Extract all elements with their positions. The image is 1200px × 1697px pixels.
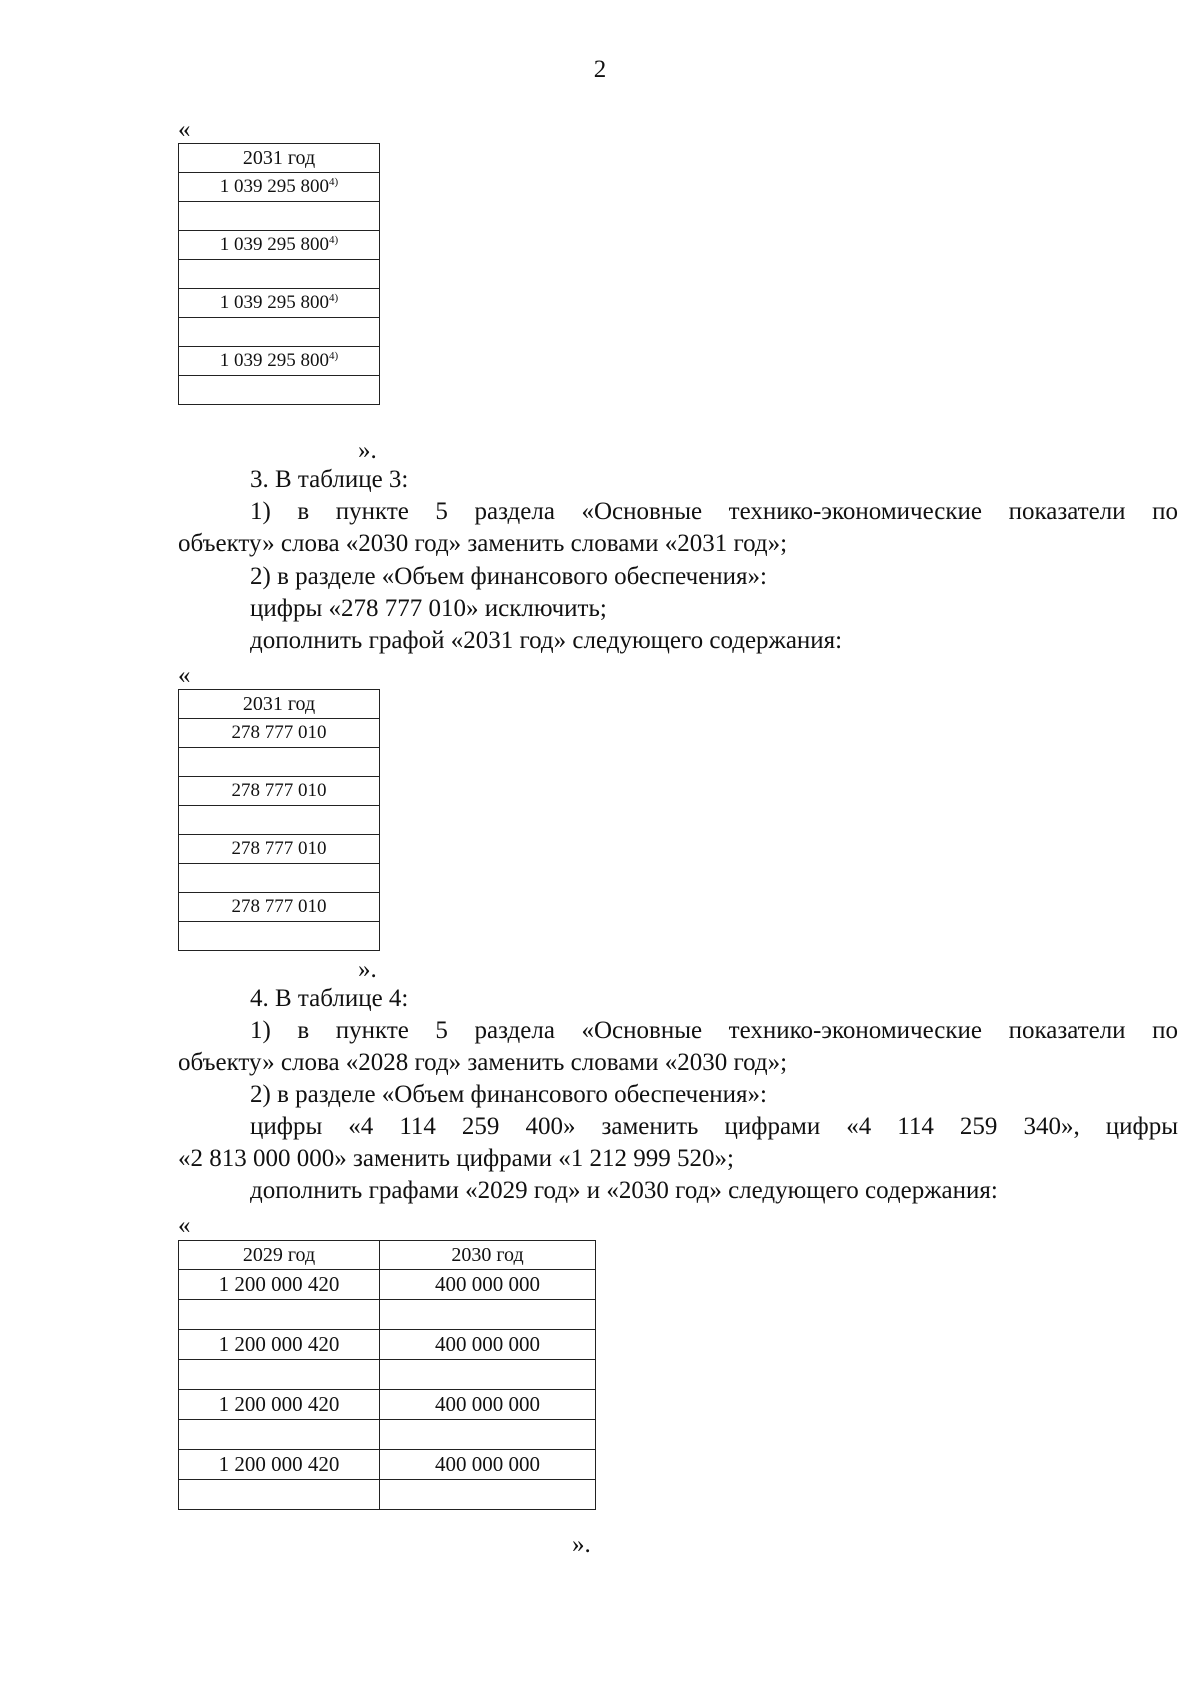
close-quote-a: ».	[358, 437, 377, 464]
section3-digits: цифры «278 777 010» исключить;	[250, 595, 607, 622]
table-cell	[179, 1480, 380, 1510]
table-cell: 1 200 000 420	[179, 1450, 380, 1480]
table-cell: 400 000 000	[380, 1330, 596, 1360]
table-cell	[179, 1300, 380, 1330]
close-quote-c: ».	[572, 1531, 591, 1558]
table-2031-a	[178, 143, 380, 405]
table-header: 2031 год	[179, 144, 380, 173]
table-cell	[179, 376, 380, 405]
table-2029-2030	[178, 1240, 596, 1510]
section4-add: дополнить графами «2029 год» и «2030 год» следующего содержания:	[250, 1177, 998, 1204]
section3-item1-line2: объекту» слова «2030 год» заменить словами «2031 год»;	[178, 530, 788, 557]
table-cell	[380, 1300, 596, 1330]
table-cell: 1 039 295 800$^{4)}$	[179, 347, 380, 376]
table-cell: 1 200 000 420	[179, 1330, 380, 1360]
section3-item1-line1: 1) в пункте 5 раздела «Основные технико-экономические показатели по	[250, 498, 1178, 525]
open-quote-c: «	[178, 1212, 191, 1239]
table-2031-b	[178, 689, 380, 951]
table-cell	[179, 748, 380, 777]
table-cell	[380, 1420, 596, 1450]
open-quote-a: «	[178, 116, 191, 143]
table-cell	[179, 922, 380, 951]
open-quote-b: «	[178, 662, 191, 689]
table-cell: 278 777 010	[179, 777, 380, 806]
table-cell: 278 777 010	[179, 835, 380, 864]
table-cell	[179, 202, 380, 231]
section4-item1-line2: объекту» слова «2028 год» заменить словами «2030 год»;	[178, 1049, 788, 1076]
page-number: 2	[593, 56, 607, 83]
close-quote-b: ».	[358, 956, 377, 983]
section4-digits-line2: «2 813 000 000» заменить цифрами «1 212 999 520»;	[178, 1145, 734, 1172]
section4-digits-line1: цифры «4 114 259 400» заменить цифрами «4 114 259 340», цифры	[250, 1113, 1178, 1140]
table-cell	[179, 806, 380, 835]
table-cell	[179, 1420, 380, 1450]
table-cell	[179, 1360, 380, 1390]
table-cell	[179, 318, 380, 347]
table-header: 2031 год	[179, 690, 380, 719]
section4-item2: 2) в разделе «Объем финансового обеспечения»:	[250, 1081, 768, 1108]
table-cell: 278 777 010	[179, 719, 380, 748]
table-cell	[380, 1360, 596, 1390]
section3-add: дополнить графой «2031 год» следующего содержания:	[250, 627, 843, 654]
table-cell: 1 200 000 420	[179, 1390, 380, 1420]
table-cell: 278 777 010	[179, 893, 380, 922]
section3-item2: 2) в разделе «Объем финансового обеспечения»:	[250, 563, 768, 590]
section3-heading: 3. В таблице 3:	[250, 466, 409, 493]
table-cell	[380, 1480, 596, 1510]
table-cell: 1 039 295 800$^{4)}$	[179, 289, 380, 318]
table-header: 2030 год	[380, 1241, 596, 1270]
table-cell: 1 200 000 420	[179, 1270, 380, 1300]
table-cell: 400 000 000	[380, 1390, 596, 1420]
table-cell: 1 039 295 800$^{4)}$	[179, 231, 380, 260]
table-cell: 400 000 000	[380, 1450, 596, 1480]
table-cell	[179, 260, 380, 289]
table-cell: 400 000 000	[380, 1270, 596, 1300]
section4-item1-line1: 1) в пункте 5 раздела «Основные технико-экономические показатели по	[250, 1017, 1178, 1044]
table-cell	[179, 864, 380, 893]
section4-heading: 4. В таблице 4:	[250, 985, 409, 1012]
table-header: 2029 год	[179, 1241, 380, 1270]
table-cell: 1 039 295 800$^{4)}$	[179, 173, 380, 202]
